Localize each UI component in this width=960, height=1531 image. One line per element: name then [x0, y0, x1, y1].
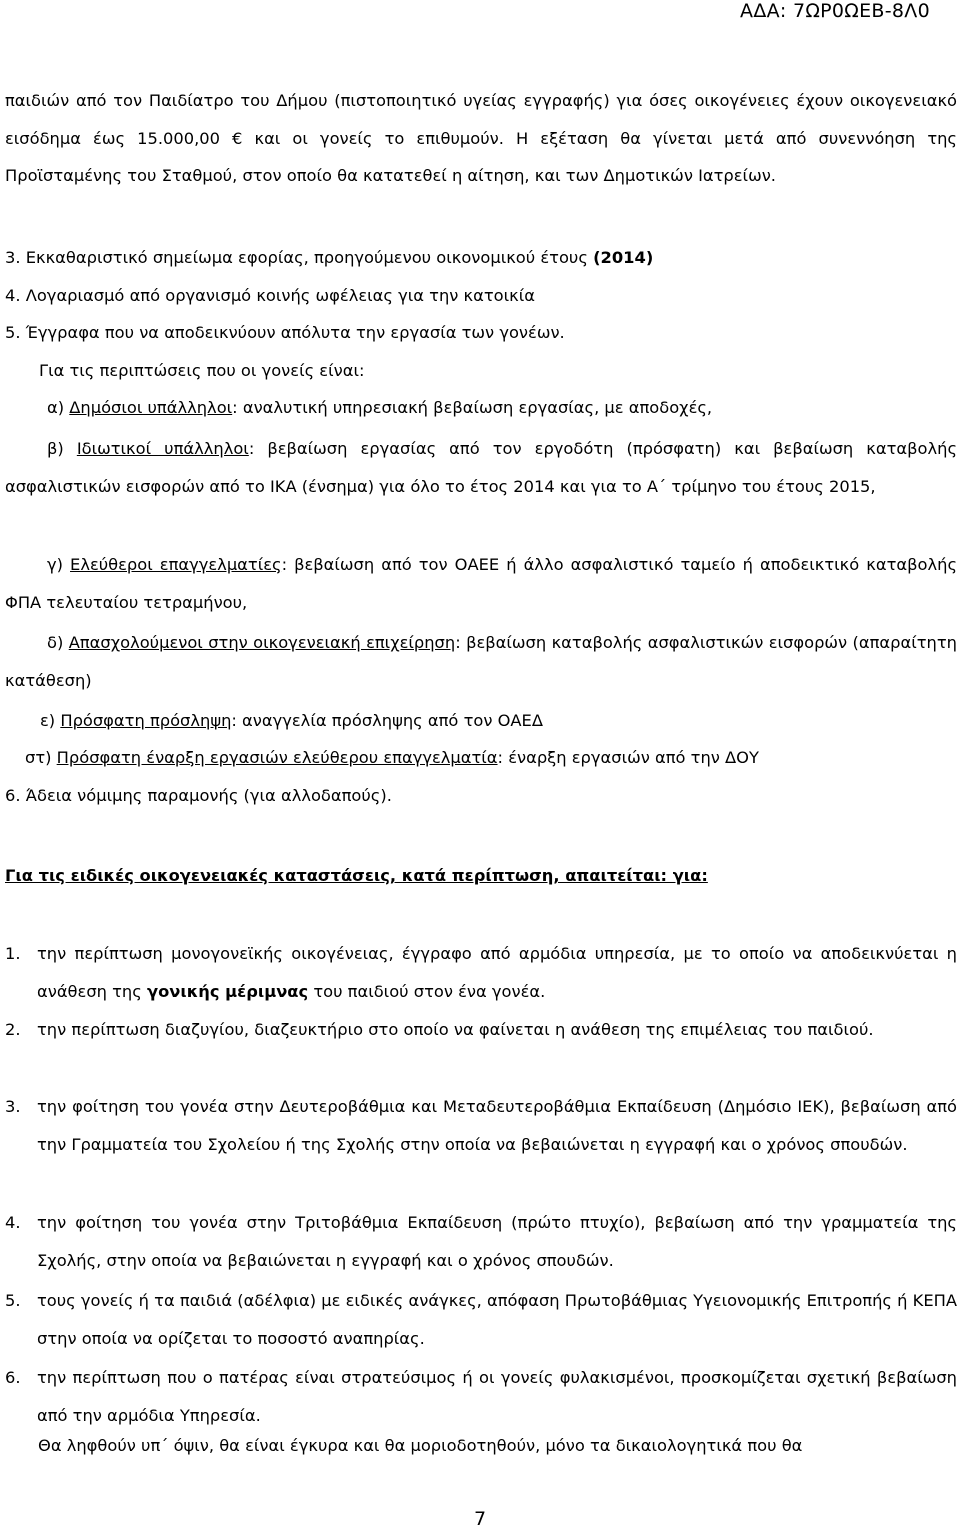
- case-d-label: Απασχολούμενοι στην οικογενειακή επιχείρηση: [68, 633, 456, 652]
- case-a-label: Δημόσιοι υπάλληλοι: [69, 398, 233, 417]
- special-item-3: 3. την φοίτηση του γονέα στην Δευτεροβάθμια και Μεταδευτεροβάθμια Εκπαίδευση (Δημόσιο ΙΕΚ), βεβαίωση από την Γραμματεία του Σχολείου ή της Σχολής στην οποία να βεβαιώνεται η εγγραφή και ο χρόνος σπουδών.: [5, 1097, 957, 1154]
- case-e-label: Πρόσφατη πρόσληψη: [60, 711, 232, 730]
- doc-item-3: 3. Εκκαθαριστικό σημείωμα εφορίας, προηγούμενου οικονομικού έτους (2014): [5, 248, 654, 267]
- doc-item-4: 4. Λογαριασμό από οργανισμό κοινής ωφέλειας για την κατοικία: [5, 286, 535, 305]
- special-item-5: 5. τους γονείς ή τα παιδιά (αδέλφια) με ειδικές ανάγκες, απόφαση Πρωτοβάθμιας Υγειονομικής Επιτροπής ή ΚΕΠΑ στην οποία να ορίζεται το ποσοστό αναπηρίας.: [5, 1291, 957, 1348]
- parental-care-term: γονικής μέριμνας: [147, 981, 309, 1001]
- case-b-label: Ιδιωτικοί υπάλληλοι: [76, 439, 249, 458]
- case-f-label: Πρόσφατη έναρξη εργασιών ελεύθερου επαγγελματία: [56, 748, 498, 767]
- special-item-4: 4. την φοίτηση του γονέα στην Τριτοβάθμια Εκπαίδευση (πρώτο πτυχίο), βεβαίωση από την γραμματεία της Σχολής, στην οποία να βεβαιώνεται η εγγραφή και ο χρόνος σπουδών.: [5, 1213, 957, 1270]
- special-item-6: 6. την περίπτωση που ο πατέρας είναι στρατεύσιμος ή οι γονείς φυλακισμένοι, προσκομίζεται σχετική βεβαίωση από την αρμόδια Υπηρεσία.: [5, 1368, 957, 1425]
- adam-code: ΑΔΑ: 7ΩΡ0ΩΕΒ-8Λ0: [740, 0, 930, 22]
- case-b: β) Ιδιωτικοί υπάλληλοι: βεβαίωση εργασίας από τον εργοδότη (πρόσφατη) και βεβαίωση καταβολής ασφαλιστικών εισφορών από το ΙΚΑ (ένσημα) για όλο το έτος 2014 και για το Α΄ τρίμηνο του έτους 2015,: [5, 439, 958, 496]
- case-d: δ) Απασχολούμενοι στην οικογενειακή επιχείρηση: βεβαίωση καταβολής ασφαλιστικών εισφορών (απαραίτητη κατάθεση): [5, 633, 957, 690]
- closing-paragraph: Θα ληφθούν υπ΄ όψιν, θα είναι έγκυρα και θα μοριοδοτηθούν, μόνο τα δικαιολογητικά που θα: [38, 1436, 803, 1455]
- case-a: α) Δημόσιοι υπάλληλοι: αναλυτική υπηρεσιακή βεβαίωση εργασίας, με αποδοχές,: [47, 398, 713, 417]
- case-e: ε) Πρόσφατη πρόσληψη: αναγγελία πρόσληψης από τον ΟΑΕΔ: [40, 711, 543, 730]
- case-f: στ) Πρόσφατη έναρξη εργασιών ελεύθερου επαγγελματία: έναρξη εργασιών από την ΔΟΥ: [25, 748, 759, 767]
- page-number: 7: [473, 1508, 487, 1530]
- paragraph-pediatrician: παιδιών από τον Παιδίατρο του Δήμου (πιστοποιητικό υγείας εγγραφής) για όσες οικογένειες έχουν οικογενειακό εισόδημα έως 15.000,00 € και οι γονείς το επιθυμούν. Η εξέταση θα γίνεται μετά από συνεννόηση της Προϊσταμένης του Σταθμού, στον οποίο θα κατατεθεί η αίτηση, και των Δημοτικών Ιατρείων.: [5, 91, 957, 185]
- doc-item-5: 5. Έγγραφα που να αποδεικνύουν απόλυτα την εργασία των γονέων.: [5, 323, 565, 342]
- doc-item-6: 6. Άδεια νόμιμης παραμονής (για αλλοδαπούς).: [5, 786, 392, 805]
- special-item-1: 1. την περίπτωση μονογονεϊκής οικογένειας, έγγραφο από αρμόδια υπηρεσία, με το οποίο να αποδεικνύεται η ανάθεση της γονικής μέριμνας του παιδιού στον ένα γονέα.: [5, 944, 957, 1001]
- case-c-label: Ελεύθεροι επαγγελματίες: [70, 555, 282, 574]
- cases-intro: Για τις περιπτώσεις που οι γονείς είναι:: [39, 361, 365, 380]
- special-situations-heading: Για τις ειδικές οικογενειακές καταστάσεις, κατά περίπτωση, απαιτείται: για:: [5, 866, 708, 885]
- special-item-2: 2. την περίπτωση διαζυγίου, διαζευκτήριο στο οποίο να φαίνεται η ανάθεση της επιμέλειας του παιδιού.: [5, 1020, 874, 1039]
- case-c: γ) Ελεύθεροι επαγγελματίες: βεβαίωση από τον ΟΑΕΕ ή άλλο ασφαλιστικό ταμείο ή αποδεικτικό καταβολής ΦΠΑ τελευταίου τετραμήνου,: [5, 555, 957, 612]
- doc-item-3-year: (2014): [593, 248, 654, 267]
